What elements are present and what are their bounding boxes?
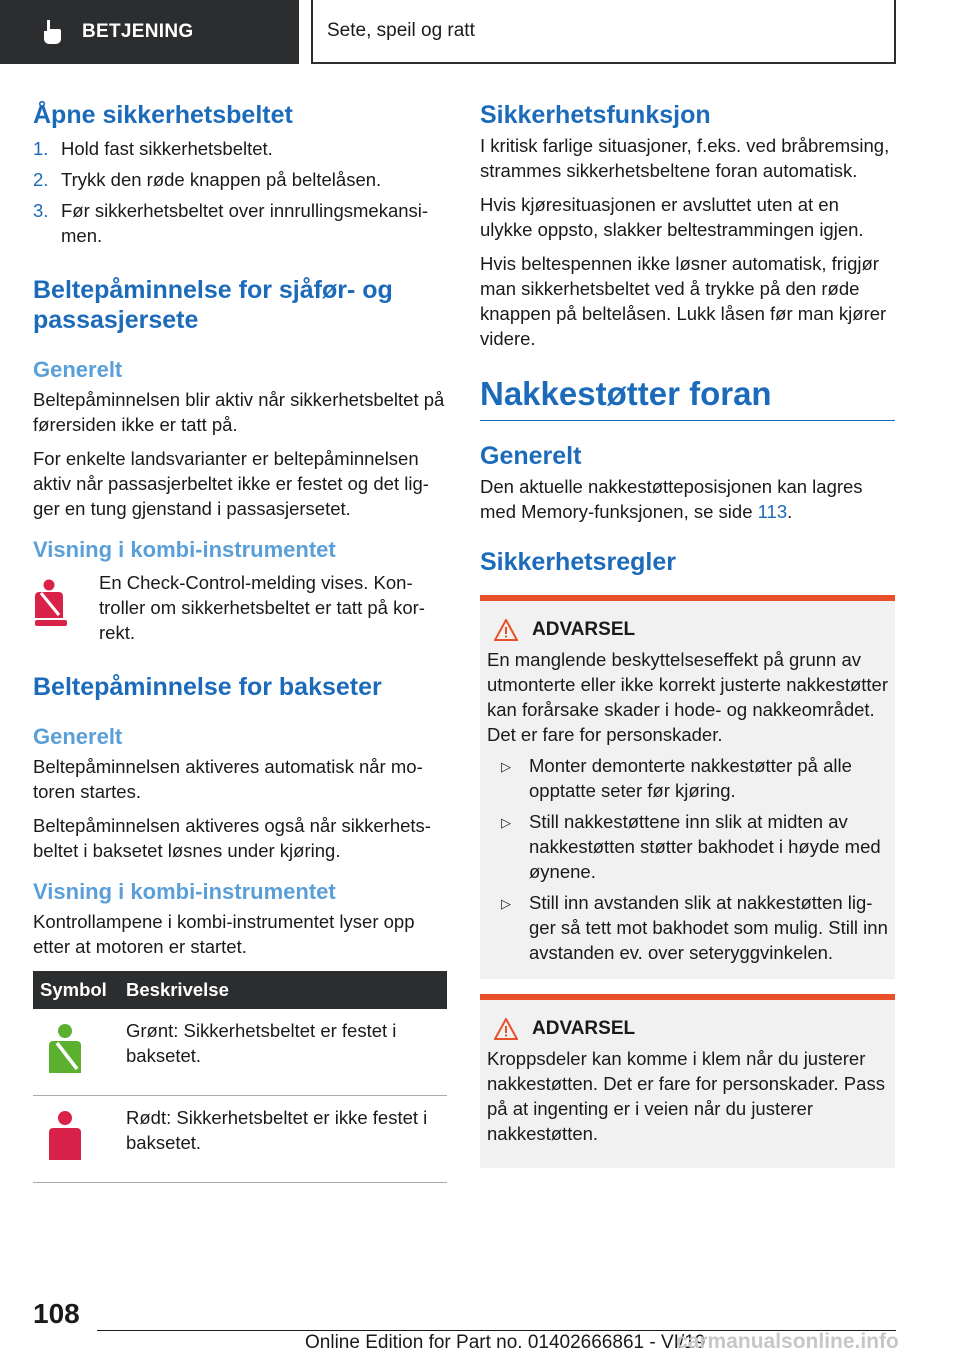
left-column <box>33 100 447 1183</box>
paragraph: En Check-Control-melding vises. Kontroller om sikkerhetsbeltet er tatt på korrekt. <box>99 572 425 643</box>
list-item: 2. Trykk den røde knappen på beltelåsen. <box>33 169 382 190</box>
warning-triangle-icon <box>494 619 518 641</box>
list-item: 1. Hold fast sikkerhetsbeltet. <box>33 138 273 159</box>
heading-open-belt: Åpne sikkerhetsbeltet <box>33 101 293 129</box>
seatbelt-red-icon <box>47 1110 83 1162</box>
bullet-triangle-icon: ▷ <box>501 896 511 911</box>
paragraph: I kritisk farlige situasjoner, f.eks. ved bråbremsing, strammes sikkerhetsbeltene foran automatisk. <box>480 135 890 181</box>
table-row <box>33 1009 447 1096</box>
subheading-general: Generelt <box>33 357 123 382</box>
subheading-general: Generelt <box>480 442 582 470</box>
watermark: carmanualsonline.info <box>676 1330 899 1353</box>
page-number: 108 <box>33 1298 80 1329</box>
warning-box <box>480 994 895 1168</box>
table-cell: Rødt: Sikkerhetsbeltet er ikke festet i baksetet. <box>119 1096 447 1183</box>
warning-triangle-icon <box>494 1018 518 1040</box>
list-item: ▷ Still nakkestøttene inn slik at midten av nakkestøtten støtter bakhodet i høyde med øynene. <box>487 809 888 884</box>
paragraph: Kontrollampene i kombi-instrumentet lyser opp etter at motoren er startet. <box>33 911 415 957</box>
heading-reminder-rear: Beltepåminnelse for bakseter <box>33 673 382 701</box>
chapter-tab <box>0 0 299 64</box>
list-item: ▷ Monter demonterte nakkestøtter på alle opptatte seter før kjøring. <box>487 753 888 803</box>
bullet-triangle-icon: ▷ <box>501 815 511 830</box>
page-link[interactable]: 113 <box>757 501 788 522</box>
heading-reminder-front: Beltepåminnelse for sjåfør- og passasjersete <box>33 276 393 334</box>
warning-box <box>480 595 895 979</box>
steps-list <box>33 136 447 248</box>
display-note <box>33 570 447 645</box>
paragraph: For enkelte landsvarianter er beltepåminnelsen aktiv når passasjerbeltet ikke er festet og det ligger en tung gjenstand i passasjersetet. <box>33 448 429 519</box>
list-item: 3. Før sikkerhetsbeltet over innrullingsmekansimen. <box>33 200 429 246</box>
paragraph: Hvis beltespennen ikke løsner automatisk, frigjør man sikkerhetsbeltet ved å trykke på den røde knappen på beltelåsen. Lukk låsen før man kjører videre. <box>480 253 887 349</box>
warning-title: ADVARSEL <box>487 1018 888 1040</box>
paragraph: Beltepåminnelsen aktiveres også når sikkerhetsbeltet i baksetet løsnes under kjøring. <box>33 815 431 861</box>
warning-title: ADVARSEL <box>487 619 888 641</box>
subheading-display: Visning i kombi-instrumentet <box>33 879 336 904</box>
footer-edition: Online Edition for Part no. 01402666861 - VI/19 <box>305 1332 706 1353</box>
bullet-triangle-icon: ▷ <box>501 759 511 774</box>
table-cell: Grønt: Sikkerhetsbeltet er festet i baksetet. <box>119 1009 447 1096</box>
paragraph: Den aktuelle nakkestøtteposisjonen kan lagres med Memory-funksjonen, se side 113. <box>480 476 863 522</box>
paragraph: Beltepåminnelsen blir aktiv når sikkerhetsbeltet på førersiden ikke er tatt på. <box>33 389 445 435</box>
heading-headrests: Nakkestøtter foran <box>480 374 895 421</box>
seatbelt-warning-icon <box>33 578 69 628</box>
paragraph: Beltepåminnelsen aktiveres automatisk når motoren startes. <box>33 756 423 802</box>
pointing-hand-icon <box>40 19 62 45</box>
table-row <box>33 1096 447 1183</box>
seatbelt-green-icon <box>47 1023 83 1075</box>
subheading-display: Visning i kombi-instrumentet <box>33 537 336 562</box>
paragraph: Hvis kjøresituasjonen er avsluttet uten at en ulykke oppsto, slakker beltestrammingen igjen. <box>480 194 864 240</box>
list-item: ▷ Still inn avstanden slik at nakkestøtten ligger så tett mot bakhodet som mulig. Still inn avstanden ev. over seteryggvinkelen. <box>487 890 888 965</box>
heading-safety-function: Sikkerhetsfunksjon <box>480 101 711 129</box>
subheading-safety-rules: Sikkerhetsregler <box>480 548 676 576</box>
section-title: Sete, speil og ratt <box>311 0 896 64</box>
table-header-symbol: Symbol <box>33 971 119 1009</box>
warning-text: Kroppsdeler kan komme i klem når du justerer nakkestøtten. Det er fare for personskader. Pass på at ingenting er i veien når du justerer nakkestøtten. <box>487 1048 885 1144</box>
right-column <box>480 100 895 1168</box>
subheading-general: Generelt <box>33 724 123 749</box>
symbol-table <box>33 971 447 1183</box>
warning-text: En manglende beskyttelseseffekt på grunn av utmonterte eller ikke korrekt justerte nakkestøtter kan forårsake skader i hode- og nakkeområdet. Det er fare for personskader. <box>487 649 888 745</box>
table-header-description: Beskrivelse <box>119 971 447 1009</box>
table-header-row <box>33 971 447 1009</box>
chapter-label: BETJENING <box>82 21 194 42</box>
